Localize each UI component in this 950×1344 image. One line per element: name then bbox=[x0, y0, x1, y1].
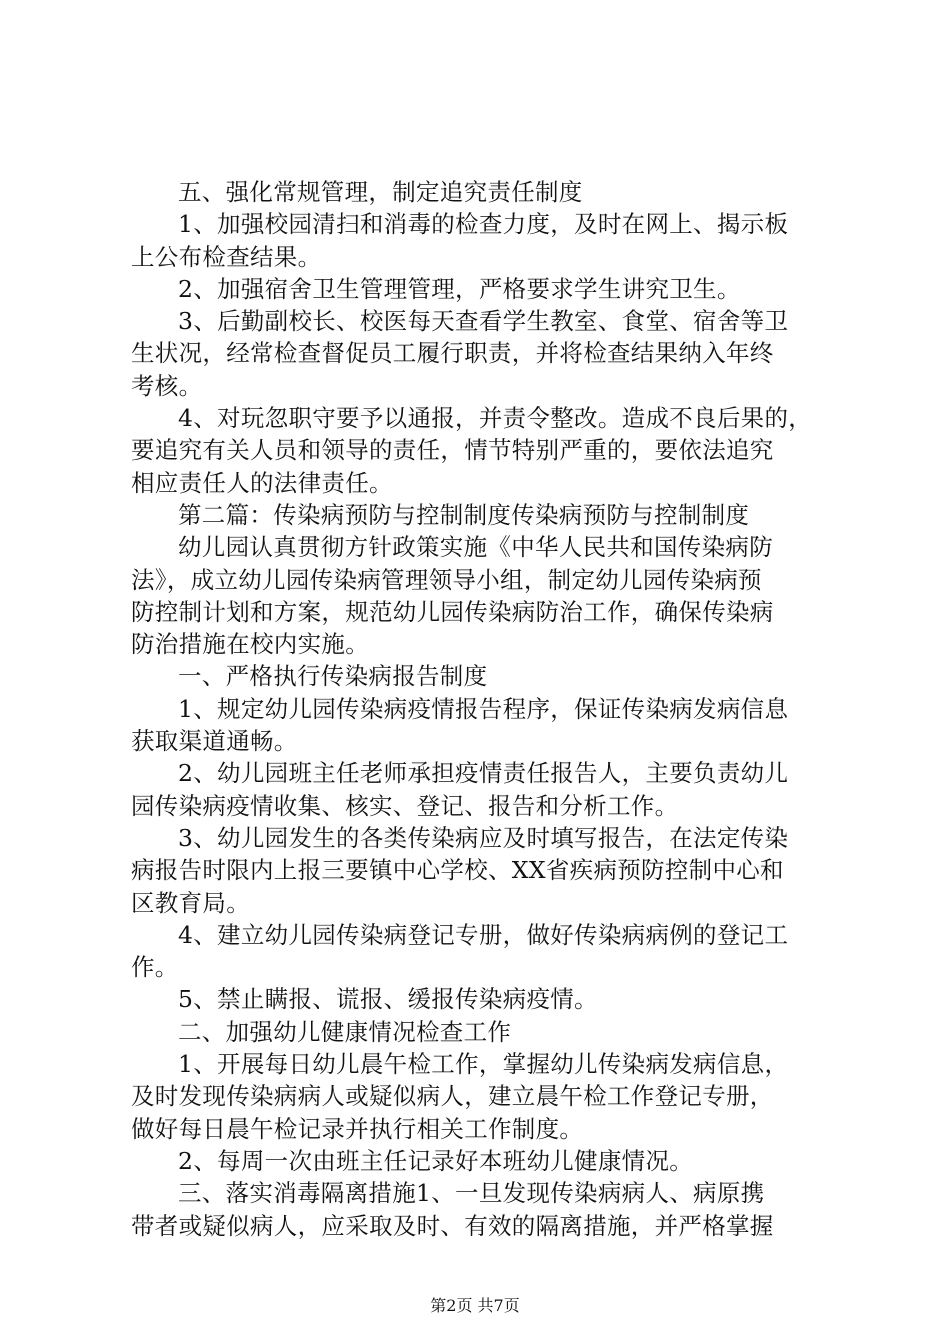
text-line: 及时发现传染病病人或疑似病人，建立晨午检工作登记专册， bbox=[131, 1082, 774, 1111]
text-line: 第二篇：传染病预防与控制制度传染病预防与控制制度 bbox=[178, 500, 750, 529]
document-body bbox=[131, 176, 831, 1242]
text-line: 二、加强幼儿健康情况检查工作 bbox=[178, 1017, 512, 1046]
text-line: 1、开展每日幼儿晨午检工作，掌握幼儿传染病发病信息， bbox=[178, 1050, 789, 1079]
text-line: 上公布检查结果。 bbox=[131, 242, 322, 271]
page-footer: 第2页 共7页 bbox=[430, 1296, 520, 1315]
text-line: 法》，成立幼儿园传染病管理领导小组，制定幼儿园传染病预 bbox=[131, 565, 762, 594]
text-line: 考核。 bbox=[131, 371, 203, 400]
text-line: 病报告时限内上报三要镇中心学校、XX省疾病预防控制中心和 bbox=[131, 856, 784, 885]
text-line: 3、幼儿园发生的各类传染病应及时填写报告，在法定传染 bbox=[178, 823, 789, 852]
text-line: 相应责任人的法律责任。 bbox=[131, 468, 393, 497]
text-line: 获取渠道通畅。 bbox=[131, 727, 298, 756]
text-line: 做好每日晨午检记录并执行相关工作制度。 bbox=[131, 1114, 584, 1143]
text-line: 防控制计划和方案，规范幼儿园传染病防治工作，确保传染病 bbox=[131, 597, 774, 626]
text-line: 带者或疑似病人，应采取及时、有效的隔离措施，并严格掌握 bbox=[131, 1211, 774, 1240]
text-line: 区教育局。 bbox=[131, 888, 250, 917]
text-line: 2、加强宿舍卫生管理管理，严格要求学生讲究卫生。 bbox=[178, 274, 741, 303]
text-line: 生状况，经常检查督促员工履行职责，并将检查结果纳入年终 bbox=[131, 339, 774, 368]
text-line: 园传染病疫情收集、核实、登记、报告和分析工作。 bbox=[131, 791, 679, 820]
text-line: 3、后勤副校长、校医每天查看学生教室、食堂、宿舍等卫 bbox=[178, 307, 789, 336]
text-line: 要追究有关人员和领导的责任，情节特别严重的，要依法追究 bbox=[131, 436, 774, 465]
text-line: 2、幼儿园班主任老师承担疫情责任报告人，主要负责幼儿 bbox=[178, 759, 789, 788]
text-line: 一、严格执行传染病报告制度 bbox=[178, 662, 488, 691]
text-line: 1、加强校园清扫和消毒的检查力度，及时在网上、揭示板 bbox=[178, 210, 789, 239]
text-line: 4、建立幼儿园传染病登记专册，做好传染病病例的登记工 bbox=[178, 920, 789, 949]
text-line: 1、规定幼儿园传染病疫情报告程序，保证传染病发病信息 bbox=[178, 694, 789, 723]
text-line: 5、禁止瞒报、谎报、缓报传染病疫情。 bbox=[178, 985, 598, 1014]
text-line: 作。 bbox=[131, 953, 179, 982]
text-line: 幼儿园认真贯彻方针政策实施《中华人民共和国传染病防 bbox=[178, 533, 773, 562]
text-line: 防治措施在校内实施。 bbox=[131, 630, 369, 659]
text-line: 三、落实消毒隔离措施1、一旦发现传染病病人、病原携 bbox=[178, 1179, 765, 1208]
text-line: 五、强化常规管理，制定追究责任制度 bbox=[178, 178, 583, 206]
text-line: 2、每周一次由班主任记录好本班幼儿健康情况。 bbox=[178, 1146, 694, 1175]
text-line: 4、对玩忽职守要予以通报，并责令整改。造成不良后果的， bbox=[178, 404, 813, 433]
